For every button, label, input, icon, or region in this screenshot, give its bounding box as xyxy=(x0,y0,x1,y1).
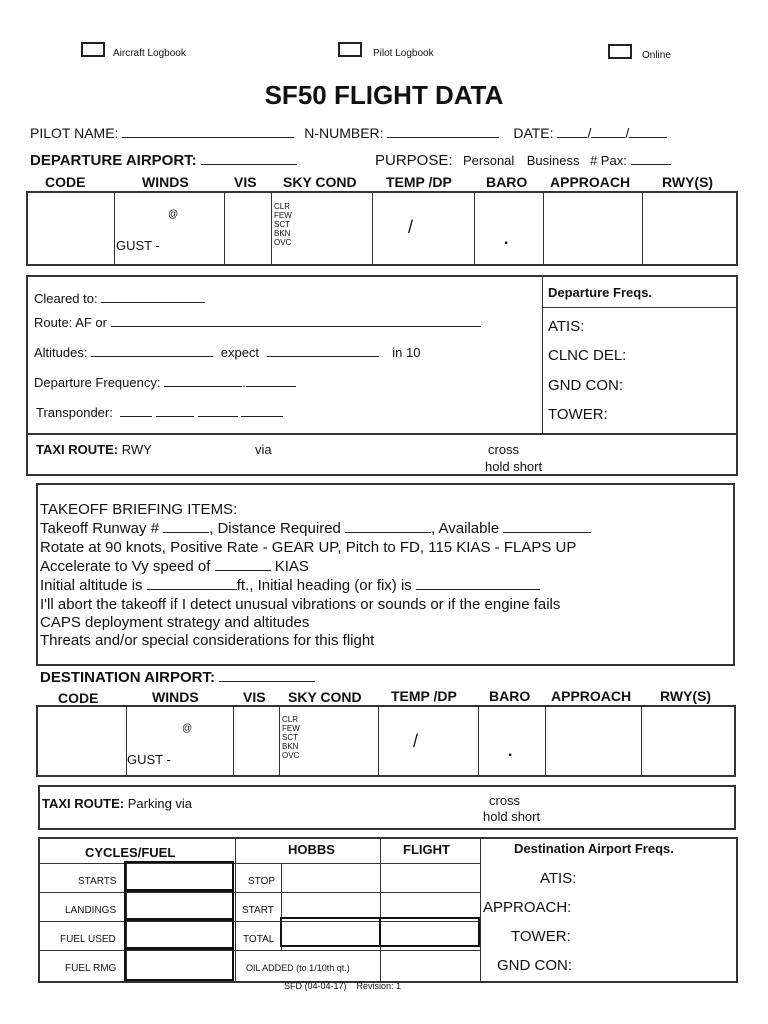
dep-tower-label: TOWER: xyxy=(548,406,608,423)
pilot-logbook-label: Pilot Logbook xyxy=(373,48,434,59)
dest-sky-sct[interactable]: SCT xyxy=(282,733,298,742)
dest-wx-col-vis: VIS xyxy=(243,689,266,705)
dest-wx-col-baro: BARO xyxy=(489,688,531,704)
winds-gust: GUST - xyxy=(116,238,160,253)
date-label: DATE: xyxy=(513,125,554,141)
cleared-to-field[interactable] xyxy=(101,290,205,303)
aircraft-logbook-checkbox[interactable] xyxy=(81,42,105,57)
n-number-label: N-NUMBER: xyxy=(304,125,384,141)
dest-hold-short-label: hold short xyxy=(483,809,541,824)
vy-speed-label: Accelerate to Vy speed of xyxy=(40,558,211,575)
date-day-field[interactable] xyxy=(591,125,625,138)
hobbs-stop-label: STOP xyxy=(248,876,276,887)
hobbs-header: HOBBS xyxy=(288,842,335,857)
briefing-line-7: Threats and/or special considerations for this flight xyxy=(40,632,375,649)
sky-few[interactable]: FEW xyxy=(274,211,292,220)
purpose-row xyxy=(375,152,671,170)
takeoff-briefing-block xyxy=(36,483,735,666)
dest-winds-at: @ xyxy=(182,723,193,734)
briefing-line-2: Rotate at 90 knots, Positive Rate - GEAR UP, Pitch to FD, 115 KIAS - FLAPS UP xyxy=(40,539,577,556)
wx-col-sky: SKY COND xyxy=(283,174,357,190)
pax-field[interactable] xyxy=(631,152,671,165)
takeoff-runway-field[interactable] xyxy=(163,520,209,533)
distance-required-label: , Distance Required xyxy=(209,520,341,537)
dest-taxi-row xyxy=(42,796,192,811)
briefing-line-6: CAPS deployment strategy and altitudes xyxy=(40,614,310,631)
briefing-line-4 xyxy=(40,577,540,594)
departure-airport-field[interactable] xyxy=(201,152,297,165)
altitudes-label: Altitudes: xyxy=(34,345,88,360)
briefing-line-1 xyxy=(40,520,591,537)
departure-row xyxy=(30,152,297,170)
aircraft-logbook-label: Aircraft Logbook xyxy=(113,48,186,59)
wx-col-approach: APPROACH xyxy=(550,174,631,190)
frequency-dot: . xyxy=(242,375,246,390)
dest-gnd-label: GND CON: xyxy=(497,957,572,974)
starts-field[interactable] xyxy=(124,861,234,891)
taxi-route-destination xyxy=(38,785,736,830)
flight-total-field[interactable] xyxy=(379,917,480,947)
starts-label: STARTS xyxy=(78,876,117,887)
taxi-route-departure xyxy=(36,442,152,457)
destination-airport-field[interactable] xyxy=(219,669,315,682)
cleared-to-label: Cleared to: xyxy=(34,291,98,306)
taxi-via-label: via xyxy=(255,442,272,457)
dest-taxi-route-label: TAXI ROUTE: xyxy=(42,796,125,811)
wx-col-winds: WINDS xyxy=(142,174,189,190)
wx-col-baro: BARO xyxy=(486,174,528,190)
hobbs-start-label: START xyxy=(242,905,274,916)
departure-freqs-title: Departure Freqs. xyxy=(548,285,653,300)
destination-weather-row xyxy=(36,705,736,777)
route-row xyxy=(34,314,481,330)
takeoff-runway-label: Takeoff Runway # xyxy=(40,520,159,537)
route-label: Route: AF or xyxy=(34,315,107,330)
page-title: SF50 FLIGHT DATA xyxy=(264,80,504,110)
available-label: , Available xyxy=(431,520,500,537)
dest-wx-col-code: CODE xyxy=(58,690,99,706)
taxi-rwy-label: RWY xyxy=(121,442,152,457)
taxi-route-label: TAXI ROUTE: xyxy=(36,442,119,457)
fuel-rmg-field[interactable] xyxy=(124,948,234,981)
dest-cross-label: cross xyxy=(489,793,521,808)
landings-label: LANDINGS xyxy=(65,905,117,916)
briefing-title: TAKEOFF BRIEFING ITEMS: xyxy=(40,501,238,518)
dest-parking-via-label: Parking via xyxy=(127,796,193,811)
dest-wx-col-sky: SKY COND xyxy=(288,689,362,705)
transponder-digit-4[interactable] xyxy=(241,404,283,417)
temp-slash: / xyxy=(408,217,414,237)
landings-field[interactable] xyxy=(124,890,234,920)
pilot-name-field[interactable] xyxy=(122,125,294,138)
expect-label: expect xyxy=(220,345,260,360)
altitudes-field[interactable] xyxy=(91,344,213,357)
purpose-business[interactable]: Business xyxy=(526,153,580,168)
destination-airport-label: DESTINATION AIRPORT: xyxy=(40,669,215,686)
dest-sky-bkn[interactable]: BKN xyxy=(282,742,299,751)
pilot-info-row xyxy=(30,125,667,141)
dest-sky-cond-options xyxy=(282,715,300,760)
taxi-hold-short-label: hold short xyxy=(485,459,543,474)
sky-sct[interactable]: SCT xyxy=(274,220,290,229)
initial-heading-field[interactable] xyxy=(416,577,540,590)
clearance-block xyxy=(26,275,738,476)
departure-frequency-row xyxy=(34,374,296,390)
departure-weather-row xyxy=(26,191,738,266)
initial-altitude-field[interactable] xyxy=(147,577,237,590)
dest-baro-dot: . xyxy=(508,743,513,760)
oil-added-label: OIL ADDED (to 1/10th qt.) xyxy=(246,963,350,973)
date-month-field[interactable] xyxy=(557,125,587,138)
date-slash: / xyxy=(587,125,592,141)
winds-at: @ xyxy=(168,209,179,220)
pax-label: # Pax: xyxy=(589,153,627,168)
purpose-personal[interactable]: Personal xyxy=(462,153,515,168)
dest-sky-few[interactable]: FEW xyxy=(282,724,300,733)
distance-required-field[interactable] xyxy=(345,520,431,533)
dep-atis-label: ATIS: xyxy=(548,318,585,335)
dest-sky-ovc[interactable]: OVC xyxy=(282,751,300,760)
sky-cond-options xyxy=(274,202,292,247)
dest-wx-col-winds: WINDS xyxy=(152,689,199,705)
dest-wx-col-temp: TEMP /DP xyxy=(391,688,457,704)
transponder-digit-2[interactable] xyxy=(156,404,194,417)
fuel-used-field[interactable] xyxy=(124,919,234,949)
online-checkbox[interactable] xyxy=(608,44,632,59)
destination-freqs-title: Destination Airport Freqs. xyxy=(514,841,674,856)
dest-atis-label: ATIS: xyxy=(540,870,577,887)
vy-speed-field[interactable] xyxy=(215,558,271,571)
fuel-rmg-label: FUEL RMG xyxy=(65,963,117,974)
departure-frequency-field-2[interactable] xyxy=(246,374,296,387)
dest-wx-col-rwy: RWY(S) xyxy=(660,688,712,704)
taxi-cross-label: cross xyxy=(488,442,520,457)
transponder-digit-3[interactable] xyxy=(198,404,238,417)
dep-gnd-label: GND CON: xyxy=(548,377,623,394)
kias-label: KIAS xyxy=(274,558,309,575)
destination-row xyxy=(40,669,315,687)
departure-frequency-field-1[interactable] xyxy=(164,374,242,387)
pilot-logbook-checkbox[interactable] xyxy=(338,42,362,57)
expect-field[interactable] xyxy=(267,344,379,357)
briefing-line-3 xyxy=(40,558,309,575)
flight-header: FLIGHT xyxy=(403,842,450,857)
dest-wx-col-approach: APPROACH xyxy=(551,688,632,704)
departure-airport-label: DEPARTURE AIRPORT: xyxy=(30,152,197,169)
transponder-row xyxy=(36,404,283,420)
dest-sky-clr[interactable]: CLR xyxy=(282,715,299,724)
departure-frequency-label: Departure Frequency: xyxy=(34,375,161,390)
dest-winds-gust: GUST - xyxy=(127,752,171,767)
transponder-digit-1[interactable] xyxy=(120,404,152,417)
briefing-line-5: I'll abort the takeoff if I detect unusual vibrations or sounds or if the engine fails xyxy=(40,596,561,613)
purpose-label: PURPOSE: xyxy=(375,152,453,169)
hobbs-total-field[interactable] xyxy=(280,917,381,947)
form-revision-footer: SFD (04-04-17) Revision: 1 xyxy=(284,981,402,991)
baro-dot: . xyxy=(504,231,509,248)
wx-col-vis: VIS xyxy=(234,174,257,190)
route-field[interactable] xyxy=(111,314,481,327)
date-year-field[interactable] xyxy=(629,125,667,138)
fuel-used-label: FUEL USED xyxy=(60,934,116,945)
dest-approach-label: APPROACH: xyxy=(483,899,572,916)
sky-clr[interactable]: CLR xyxy=(274,202,291,211)
altitudes-row xyxy=(34,344,421,360)
n-number-field[interactable] xyxy=(387,125,499,138)
date-slash: / xyxy=(625,125,630,141)
initial-altitude-label: Initial altitude is xyxy=(40,577,143,594)
wx-col-code: CODE xyxy=(45,174,86,190)
dep-clnc-label: CLNC DEL: xyxy=(548,347,627,364)
available-field[interactable] xyxy=(503,520,591,533)
pilot-name-label: PILOT NAME: xyxy=(30,125,119,141)
in-10-label: in 10 xyxy=(392,345,421,360)
sky-ovc[interactable]: OVC xyxy=(274,238,292,247)
transponder-label: Transponder: xyxy=(36,405,113,420)
cleared-to-row xyxy=(34,290,205,306)
hobbs-total-label: TOTAL xyxy=(243,934,275,945)
dest-temp-slash: / xyxy=(413,731,419,751)
wx-col-temp: TEMP /DP xyxy=(386,174,452,190)
online-label: Online xyxy=(642,50,671,61)
dest-tower-label: TOWER: xyxy=(511,928,571,945)
sky-bkn[interactable]: BKN xyxy=(274,229,291,238)
initial-heading-label: ft., Initial heading (or fix) is xyxy=(236,577,412,594)
cycles-fuel-header: CYCLES/FUEL xyxy=(85,845,176,860)
wx-col-rwy: RWY(S) xyxy=(662,174,714,190)
